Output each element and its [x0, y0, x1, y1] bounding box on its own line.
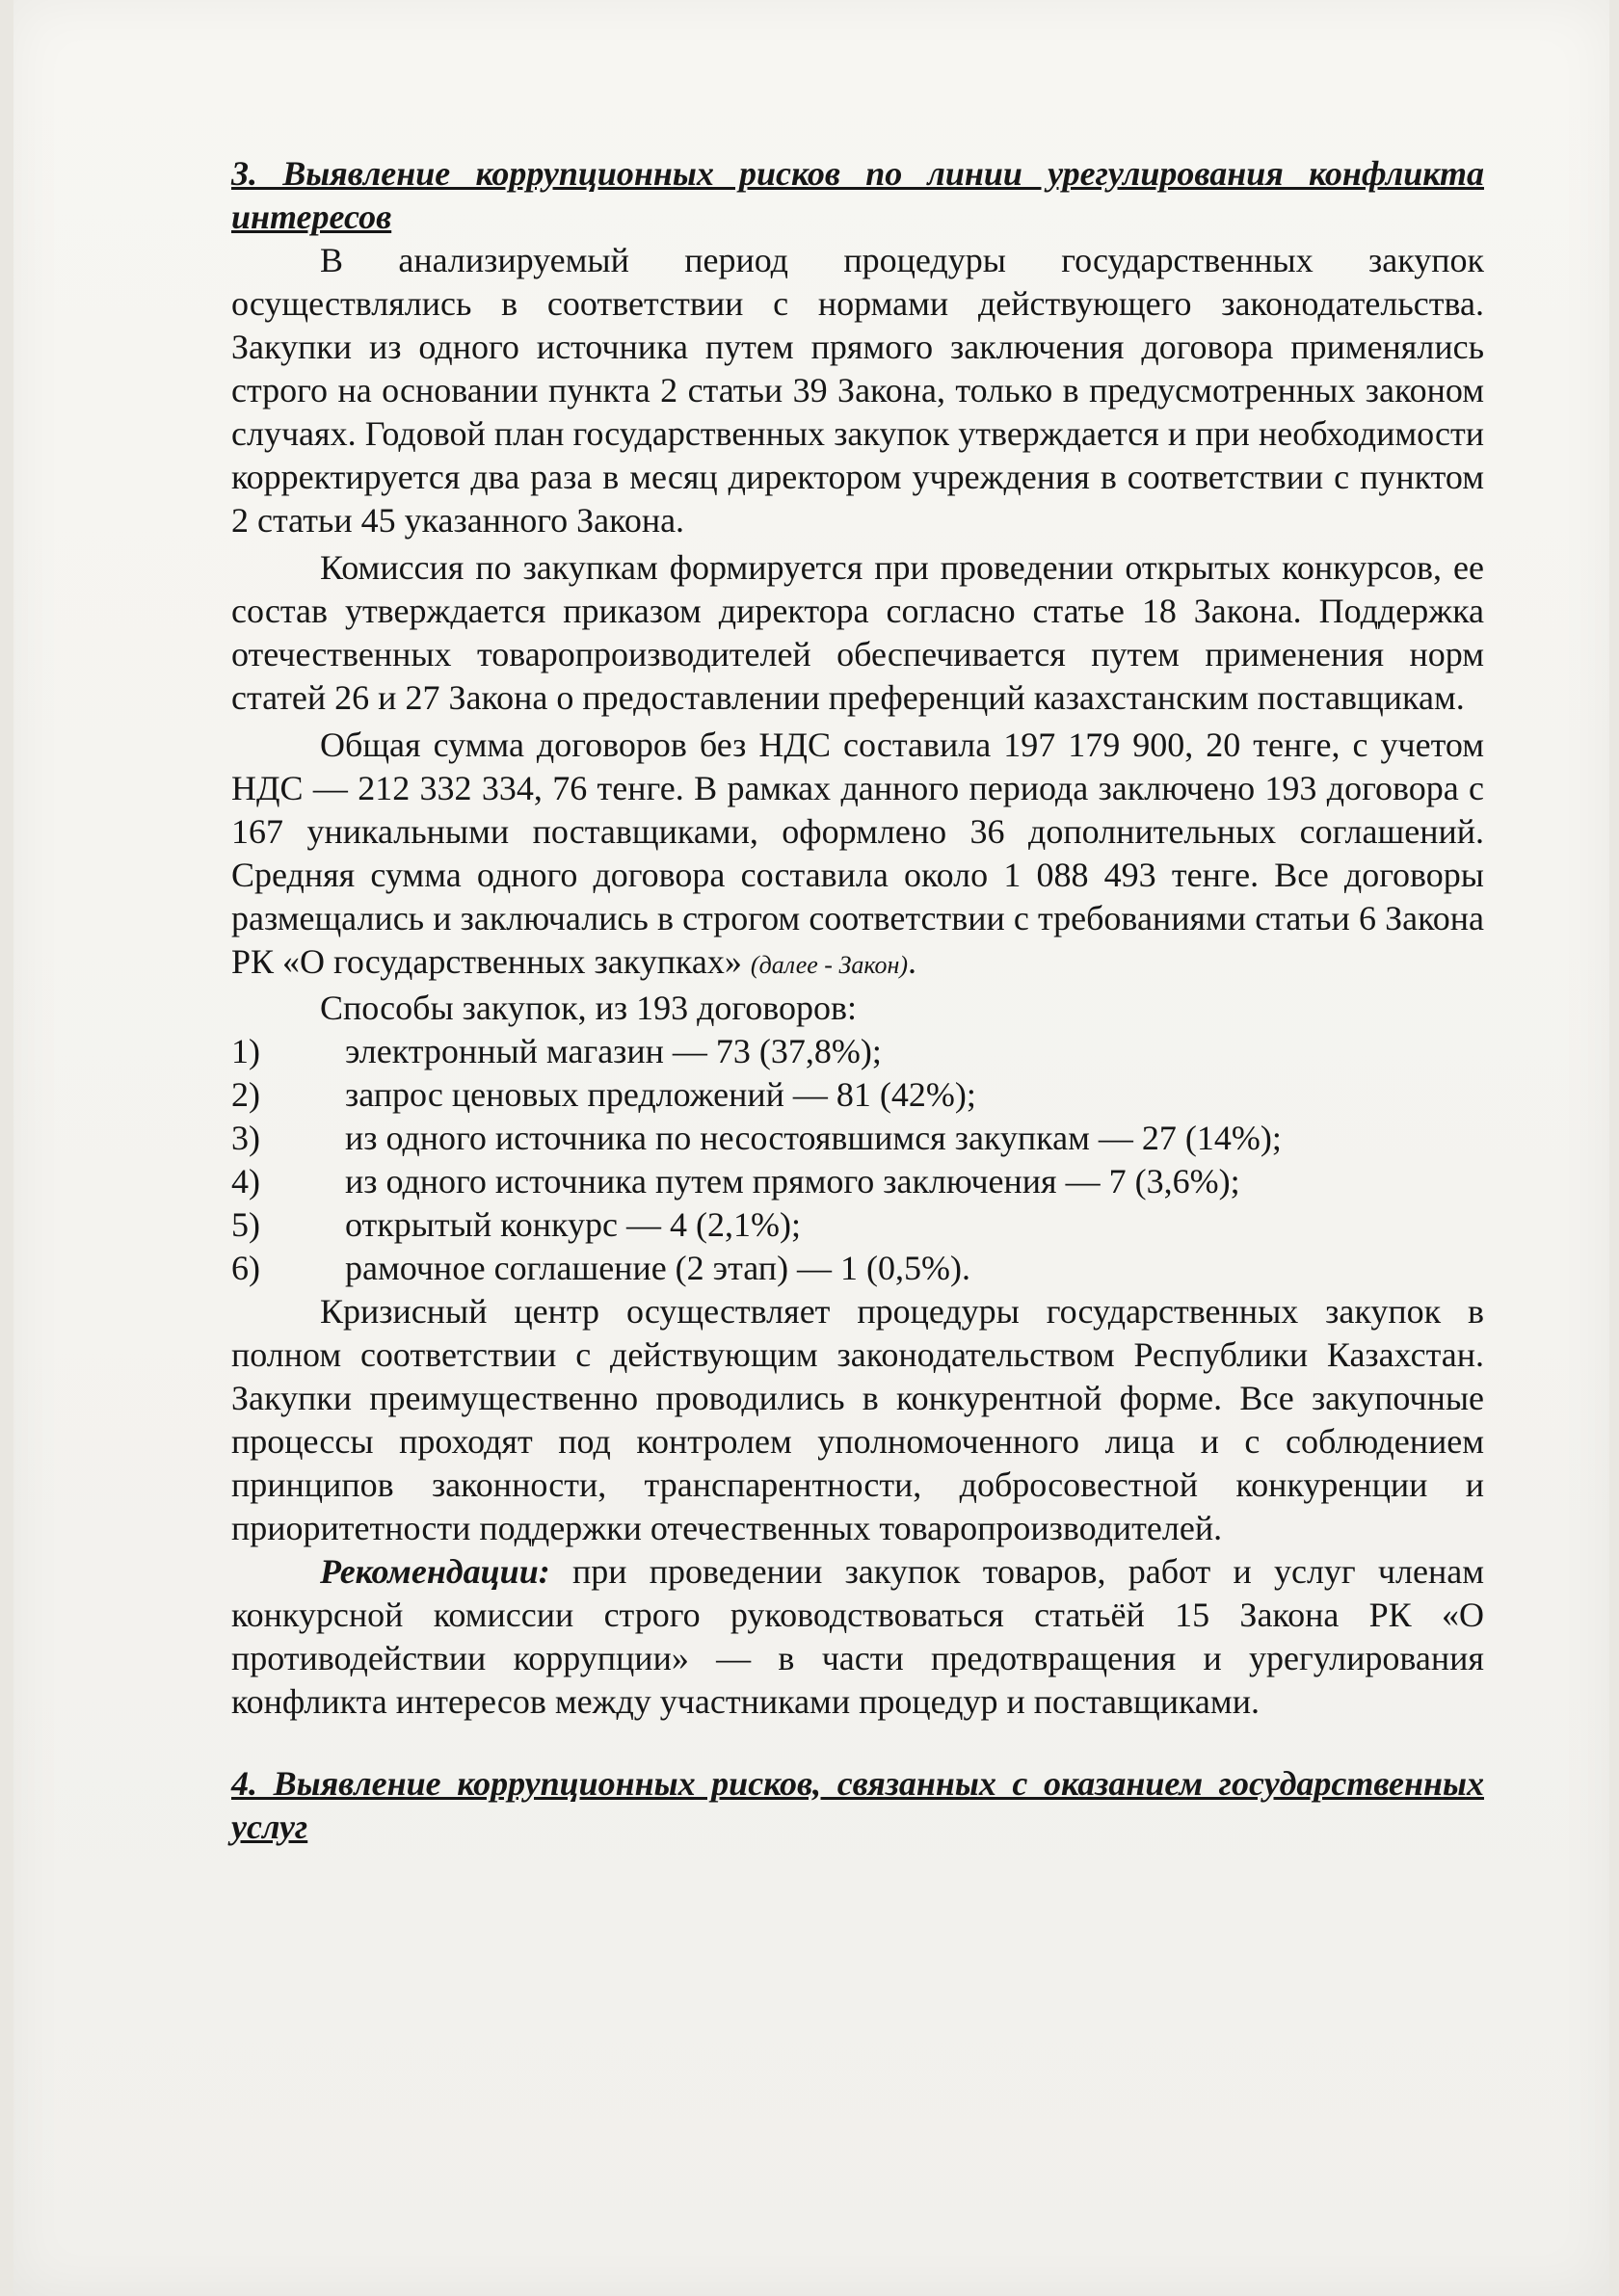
- list-item: [231, 1030, 1484, 1073]
- recommendations-text: при проведении закупок товаров, работ и услуг членам конкурсной комиссии строго руководствоваться статьёй 15 Закона РК «О противодействии коррупции» — в части предотвращения и урегулирования конфликта интересов между участниками процедур и поставщиками.: [231, 1552, 1484, 1721]
- paragraph-3-note: (далее - Закон): [750, 951, 909, 979]
- section-3-heading: 3. Выявление коррупционных рисков по линии урегулирования конфликта интересов: [231, 154, 1484, 236]
- list-item-text: электронный магазин — 73 (37,8%);: [345, 1032, 882, 1070]
- list-item-text: открытый конкурс — 4 (2,1%);: [345, 1205, 801, 1244]
- list-item-text: рамочное соглашение (2 этап) — 1 (0,5%).: [345, 1249, 971, 1287]
- list-item: [231, 1073, 1484, 1117]
- paragraph-3-end: .: [908, 942, 917, 981]
- list-item-text: из одного источника по несостоявшимся закупкам — 27 (14%);: [345, 1119, 1282, 1157]
- list-item-number: 3): [231, 1119, 260, 1157]
- procurement-methods-list: [231, 1030, 1484, 1290]
- list-item: [231, 1203, 1484, 1247]
- paragraph-3-main-text: Общая сумма договоров без НДС составила 197 179 900, 20 тенге, с учетом НДС — 212 332 334, 76 тенге. В рамках данного периода заключено 193 договора с 167 уникальными поставщиками, оформлено 36 дополнительных соглашений. Средняя сумма одного договора составила около 1 088 493 тенге. Все договоры размещались и заключались в строгом соответствии с требованиями статьи 6 Закона РК «О государственных закупках»: [231, 726, 1484, 981]
- spacer: [231, 1724, 1484, 1762]
- section-3-paragraph-2: Комиссия по закупкам формируется при проведении открытых конкурсов, ее состав утверждается приказом директора согласно статье 18 Закона. Поддержка отечественных товаропроизводителей обеспечивается путем применения норм статей 26 и 27 Закона о предоставлении преференций казахстанским поставщикам.: [231, 548, 1484, 717]
- list-item-number: 1): [231, 1032, 260, 1070]
- document-body: [231, 152, 1484, 1849]
- section-4-heading: 4. Выявление коррупционных рисков, связанных с оказанием государственных услуг: [231, 1764, 1484, 1846]
- list-item: [231, 1247, 1484, 1290]
- document-page: [13, 0, 1609, 2296]
- list-item: [231, 1160, 1484, 1203]
- list-item-text: из одного источника путем прямого заключения — 7 (3,6%);: [345, 1162, 1240, 1201]
- list-item-number: 6): [231, 1249, 260, 1287]
- methods-intro: Способы закупок, из 193 договоров:: [320, 989, 858, 1027]
- list-item: [231, 1117, 1484, 1160]
- recommendations-paragraph: [231, 1550, 1484, 1724]
- list-item-number: 2): [231, 1075, 260, 1114]
- list-item-number: 4): [231, 1162, 260, 1201]
- section-3-paragraph-1: В анализируемый период процедуры государственных закупок осуществлялись в соответствии с нормами действующего законодательства. Закупки из одного источника путем прямого заключения договора применялись строго на основании пункта 2 статьи 39 Закона, только в предусмотренных законом случаях. Годовой план государственных закупок утверждается и при необходимости корректируется два раза в месяц директором учреждения в соответствии с пунктом 2 статьи 45 указанного Закона.: [231, 241, 1484, 540]
- section-3-paragraph-4: Кризисный центр осуществляет процедуры государственных закупок в полном соответствии с действующим законодательством Республики Казахстан. Закупки преимущественно проводились в конкурентной форме. Все закупочные процессы проходят под контролем уполномоченного лица и с соблюдением принципов законности, транспарентности, добросовестной конкуренции и приоритетности поддержки отечественных товаропроизводителей.: [231, 1292, 1484, 1547]
- list-item-text: запрос ценовых предложений — 81 (42%);: [345, 1075, 976, 1114]
- list-item-number: 5): [231, 1205, 260, 1244]
- recommendations-label: Рекомендации:: [320, 1552, 550, 1591]
- section-3-paragraph-3: [231, 724, 1484, 987]
